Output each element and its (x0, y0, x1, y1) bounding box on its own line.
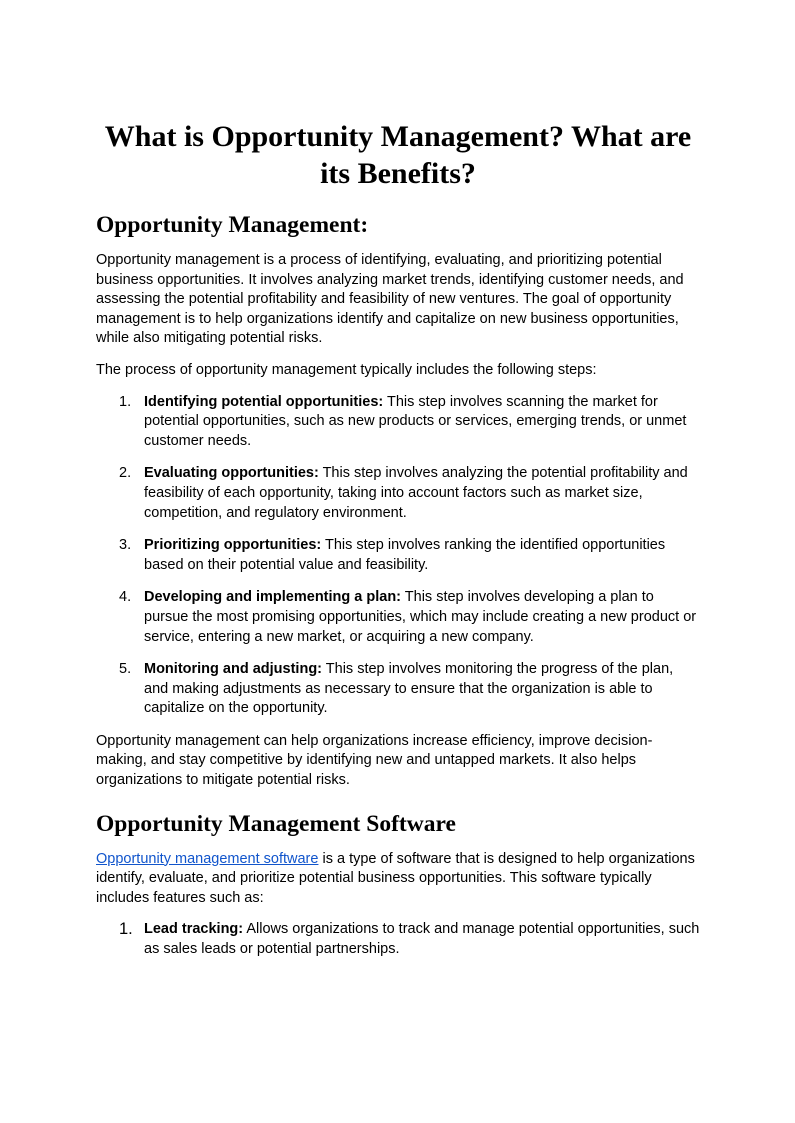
software-intro-paragraph (96, 850, 700, 909)
list-item (96, 660, 700, 719)
list-item-text: This step involves developing a plan to pursue the most promising opportunities, which may include creating a new product or service, entering a new market, or acquiring a new company. (144, 589, 697, 645)
list-item (96, 920, 700, 959)
list-item-term: Identifying potential opportunities: (144, 393, 384, 410)
list-number: 2. (119, 465, 132, 482)
list-item-term: Lead tracking: (144, 921, 244, 938)
list-item-text: This step involves monitoring the progress of the plan, and making adjustments as necessary to ensure that the organization is able to capitalize on the opportunity. (144, 661, 674, 717)
list-item (96, 464, 700, 523)
list-item-term: Evaluating opportunities: (144, 465, 319, 482)
list-item-text: This step involves scanning the market for potential opportunities, such as new products or services, emerging trends, or unmet customer needs. (144, 393, 687, 449)
list-item (96, 393, 700, 452)
list-item (96, 588, 700, 647)
list-item-text: This step involves analyzing the potential profitability and feasibility of each opportunity, taking into account factors such as market size, competition, and regulatory environment. (144, 465, 688, 521)
steps-intro-paragraph: The process of opportunity management typically includes the following steps: (96, 361, 597, 378)
section-heading-opportunity-management-software: Opportunity Management Software (96, 810, 456, 837)
list-number: 1. (119, 393, 132, 410)
list-number: 3. (119, 537, 132, 554)
list-item-term: Prioritizing opportunities: (144, 537, 322, 554)
list-number: 5. (119, 661, 132, 678)
list-item-text: Allows organizations to track and manage potential opportunities, such as sales leads or potential partnerships. (144, 921, 700, 958)
list-item-term: Developing and implementing a plan: (144, 589, 401, 606)
document-page (96, 118, 700, 973)
steps-list (96, 393, 700, 719)
features-list (96, 920, 700, 959)
software-intro-text: is a type of software that is designed to help organizations identify, evaluate, and prioritize potential business opportunities. This software typically includes features such as: (96, 850, 695, 906)
conclusion-paragraph: Opportunity management can help organizations increase efficiency, improve decision-making, and stay competitive by identifying new and untapped markets. It also helps organizations to mitigate potential risks. (96, 732, 653, 789)
intro-paragraph: Opportunity management is a process of identifying, evaluating, and prioritizing potential business opportunities. It involves analyzing market trends, identifying customer needs, and assessing the potential profitability and feasibility of new ventures. The goal of opportunity management is to help organizations identify and capitalize on new business opportunities, while also mitigating potential risks. (96, 252, 684, 347)
page-title: What is Opportunity Management? What are its Benefits? (104, 120, 692, 190)
list-number: 4. (119, 589, 132, 606)
list-item-term: Monitoring and adjusting: (144, 661, 323, 678)
opportunity-management-software-link[interactable]: Opportunity management software (96, 850, 319, 867)
list-number: 1. (119, 920, 133, 939)
section-heading-opportunity-management: Opportunity Management: (96, 212, 369, 238)
list-item-text: This step involves ranking the identified opportunities based on their potential value and feasibility. (144, 537, 666, 573)
list-item (96, 536, 700, 575)
